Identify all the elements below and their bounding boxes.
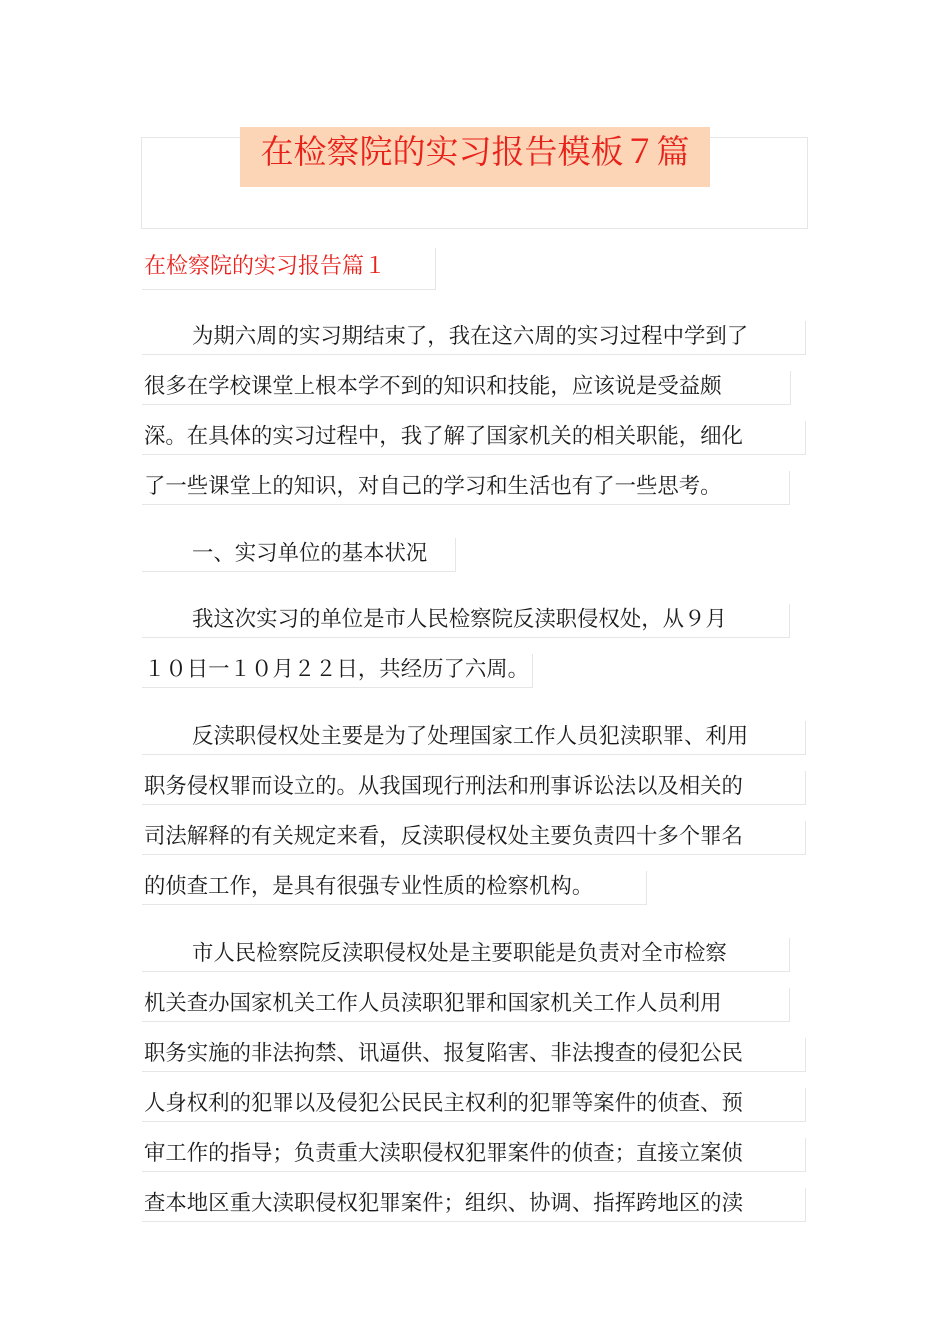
paragraph-line: 审工作的指导；负责重大渎职侵权犯罪案件的侦查；直接立案侦 — [142, 1138, 806, 1172]
paragraph-line: 的侦查工作，是具有很强专业性质的检察机构。 — [142, 871, 647, 905]
paragraph-line: 深。在具体的实习过程中，我了解了国家机关的相关职能，细化 — [142, 421, 806, 455]
section-heading: 在检察院的实习报告篇１ — [142, 248, 436, 290]
paragraph-line: 了一些课堂上的知识，对自己的学习和生活也有了一些思考。 — [142, 471, 790, 505]
paragraph-line: 我这次实习的单位是市人民检察院反渎职侵权处，从９月 — [142, 604, 790, 638]
paragraph-line: 职务实施的非法拘禁、讯逼供、报复陷害、非法搜查的侵犯公民 — [142, 1038, 806, 1072]
paragraph-line: 职务侵权罪而设立的。从我国现行刑法和刑事诉讼法以及相关的 — [142, 771, 806, 805]
paragraph-line: 司法解释的有关规定来看，反渎职侵权处主要负责四十多个罪名 — [142, 821, 806, 855]
paragraph-line: 很多在学校课堂上根本学不到的知识和技能，应该说是受益颇 — [142, 371, 791, 405]
paragraph-line: １０日一１０月２２日，共经历了六周。 — [142, 654, 533, 688]
paragraph-line: 查本地区重大渎职侵权犯罪案件；组织、协调、指挥跨地区的渎 — [142, 1188, 806, 1222]
paragraph-line: 为期六周的实习期结束了，我在这六周的实习过程中学到了 — [142, 321, 806, 355]
paragraph-line: 人身权利的犯罪以及侵犯公民民主权利的犯罪等案件的侦查、预 — [142, 1088, 806, 1122]
paragraph-line: 一、实习单位的基本状况 — [142, 538, 456, 572]
paragraph-line: 市人民检察院反渎职侵权处是主要职能是负责对全市检察 — [142, 938, 790, 972]
document-title: 在检察院的实习报告模板７篇 — [240, 127, 710, 187]
paragraph-line: 机关查办国家机关工作人员渎职犯罪和国家机关工作人员利用 — [142, 988, 790, 1022]
paragraph-line: 反渎职侵权处主要是为了处理国家工作人员犯渎职罪、利用 — [142, 721, 806, 755]
